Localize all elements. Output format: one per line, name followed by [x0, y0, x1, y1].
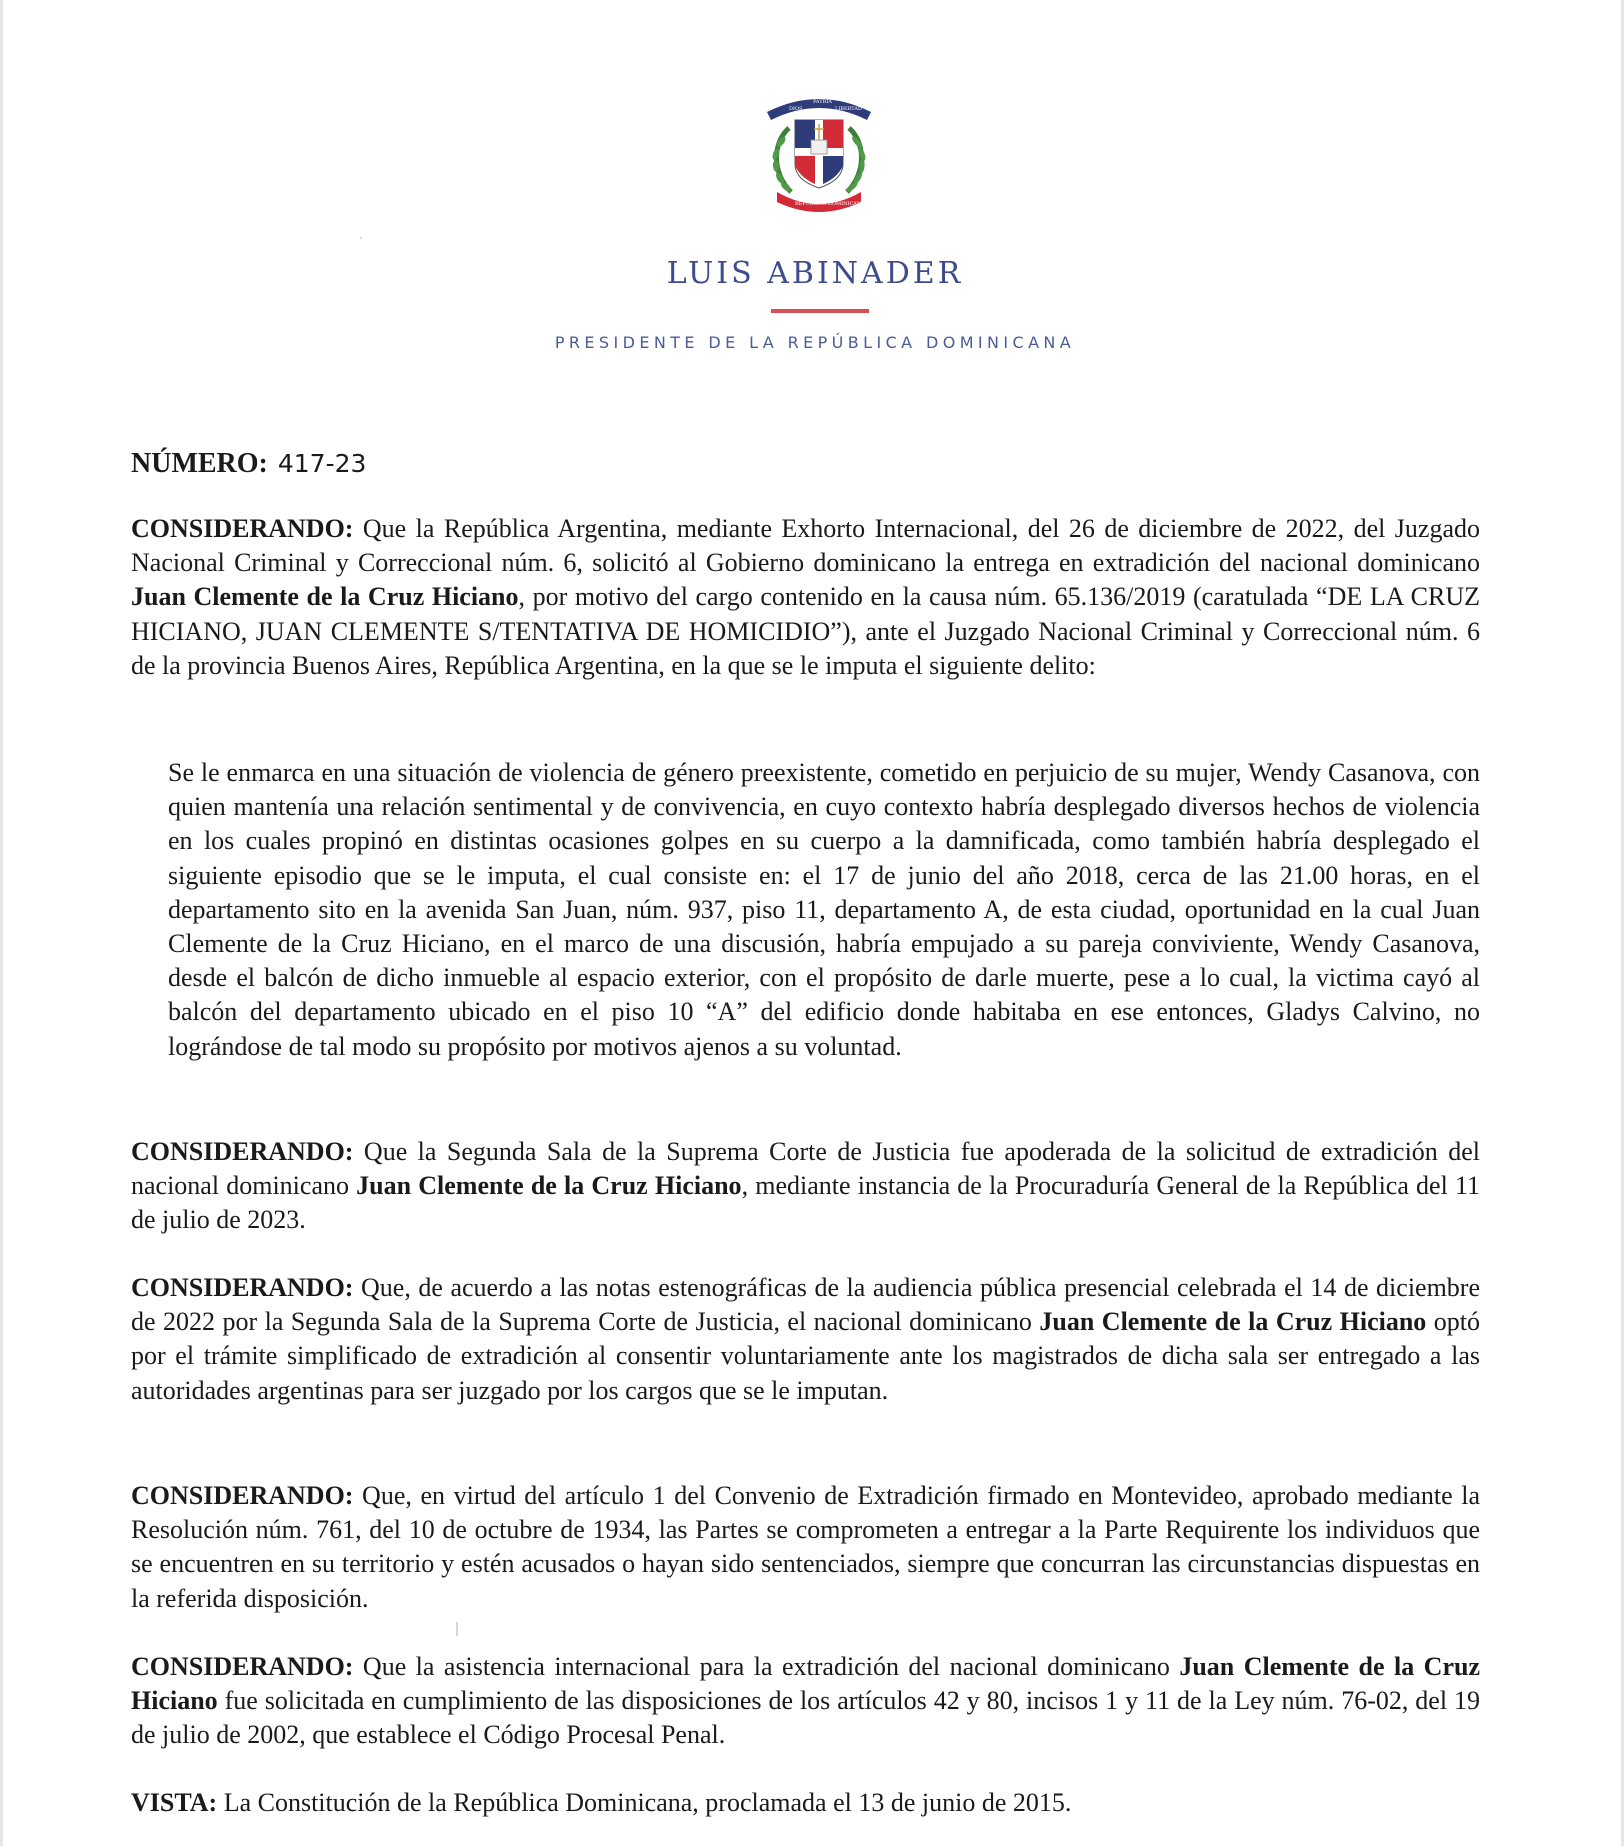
paragraph-text: Que la Segunda Sala de la Suprema Corte de Justicia fue apoderada de la solicitud de extradición del nacional dominicano [131, 1137, 1480, 1201]
paragraph-text: Que, en virtud del artículo 1 del Convenio de Extradición firmado en Montevideo, aprobado mediante la Resolución núm. 761, del 10 de octubre de 1934, las Partes se comprometen a entregar a la Parte Requirente los individuos que se encuentren en su territorio y estén acusados o hayan sido sentenciados, siempre que concurran las circunstancias dispuestas en la referida disposición. [131, 1481, 1480, 1613]
defendant-name: Juan Clemente de la Cruz Hiciano [356, 1171, 742, 1201]
considerando-label: CONSIDERANDO: [131, 1273, 354, 1302]
vista-paragraph [131, 1786, 1480, 1820]
considerando-label: CONSIDERANDO: [131, 1137, 354, 1166]
considerando-label: CONSIDERANDO: [131, 514, 354, 543]
seal-motto-1: DIOS [789, 106, 803, 112]
paragraph-text: fue solicitada en cumplimiento de las disposiciones de los artículos 42 y 80, incisos 1 y 11 de la Ley núm. 76-02, del 19 de julio de 2002, que establece el Código Procesal Penal. [131, 1686, 1480, 1750]
considerando-paragraph-1 [131, 512, 1480, 683]
president-name: LUIS ABINADER [666, 256, 964, 291]
paragraph-text: La Constitución de la República Dominicana, proclamada el 13 de junio de 2015. [217, 1788, 1072, 1817]
quoted-charge: Se le enmarca en una situación de violencia de género preexistente, cometido en perjuicio de su mujer, Wendy Casanova, con quien mantenía una relación sentimental y de convivencia, en cuyo contexto habría desplegado diversos hechos de violencia en los cuales propinó en distintas ocasiones golpes en su cuerpo a la damnificada, como también habría desplegado el siguiente episodio que se le imputa, el cual consiste en: el 17 de junio del año 2018, cerca de las 21.00 horas, en el departamento sito en la avenida San Juan, núm. 937, piso 11, departamento A, de esta ciudad, oportunidad en la cual Juan Clemente de la Cruz Hiciano, en el marco de una discusión, habría empujado a su pareja conviviente, Wendy Casanova, desde el balcón de dicho inmueble al espacio exterior, con el propósito de darle muerte, pese a lo cual, la victima cayó al balcón del departamento ubicado en el piso 10 “A” del edificio donde habitaba en ese entonces, Gladys Calvino, no lográndose de tal modo su propósito por motivos ajenos a su voluntad. [168, 758, 1480, 1061]
red-divider [771, 309, 869, 313]
paragraph-text: Que la República Argentina, mediante Exhorto Internacional, del 26 de diciembre de 2022, del Juzgado Nacional Criminal y Correccional núm. 6, solicitó al Gobierno dominicano la entrega en extradición del nacional dominicano [131, 514, 1480, 578]
coat-of-arms-seal [751, 80, 887, 216]
document-number-value: 417-23 [277, 449, 367, 478]
considerando-paragraph-4 [131, 1479, 1480, 1616]
paragraph-text: , por motivo del cargo contenido en la causa núm. 65.136/2019 (caratulada “DE LA CRUZ HICIANO, JUAN CLEMENTE S/TENTATIVA DE HOMICIDIO”), ante el Juzgado Nacional Criminal y Correccional núm. 6 de la provincia Buenos Aires, República Argentina, en la que se le imputa el siguiente delito: [131, 582, 1481, 680]
speck-mark-2 [456, 1622, 458, 1636]
defendant-name: Juan Clemente de la Cruz Hiciano [1039, 1307, 1427, 1337]
defendant-name: Juan Clemente de la Cruz Hiciano [131, 1652, 1480, 1716]
defendant-name: Juan Clemente de la Cruz Hiciano [131, 582, 519, 612]
considerando-label: CONSIDERANDO: [131, 1481, 354, 1510]
seal-banner-text: REPÚBLICA DOMINICANA [795, 201, 865, 207]
considerando-paragraph-2 [131, 1135, 1480, 1238]
speck-mark [360, 237, 362, 239]
considerando-paragraph-3 [131, 1271, 1480, 1408]
seal-motto-3: LIBERTAD [835, 106, 862, 112]
seal-motto-2: PATRIA [813, 99, 832, 105]
paragraph-text: Que la asistencia internacional para la extradición del nacional dominicano [353, 1652, 1180, 1681]
document-number [131, 448, 366, 480]
paragraph-text: , mediante instancia de la Procuraduría General de la República del 11 de julio de 2023. [131, 1171, 1481, 1235]
paragraph-text: optó por el trámite simplificado de extradición al consentir voluntariamente ante los magistrados de dicha sala ser entregado a las autoridades argentinas para ser juzgado por los cargos que se le imputan. [131, 1307, 1480, 1405]
document-number-label: NÚMERO: [131, 448, 268, 479]
considerando-paragraph-5 [131, 1650, 1480, 1753]
president-title: PRESIDENTE DE LA REPÚBLICA DOMINICANA [554, 333, 1076, 352]
vista-label: VISTA: [131, 1788, 218, 1817]
paragraph-text: Que, de acuerdo a las notas estenográficas de la audiencia pública presencial celebrada el 14 de diciembre de 2022 por la Segunda Sala de la Suprema Corte de Justicia, el nacional dominicano [131, 1273, 1480, 1337]
considerando-label: CONSIDERANDO: [131, 1652, 354, 1681]
